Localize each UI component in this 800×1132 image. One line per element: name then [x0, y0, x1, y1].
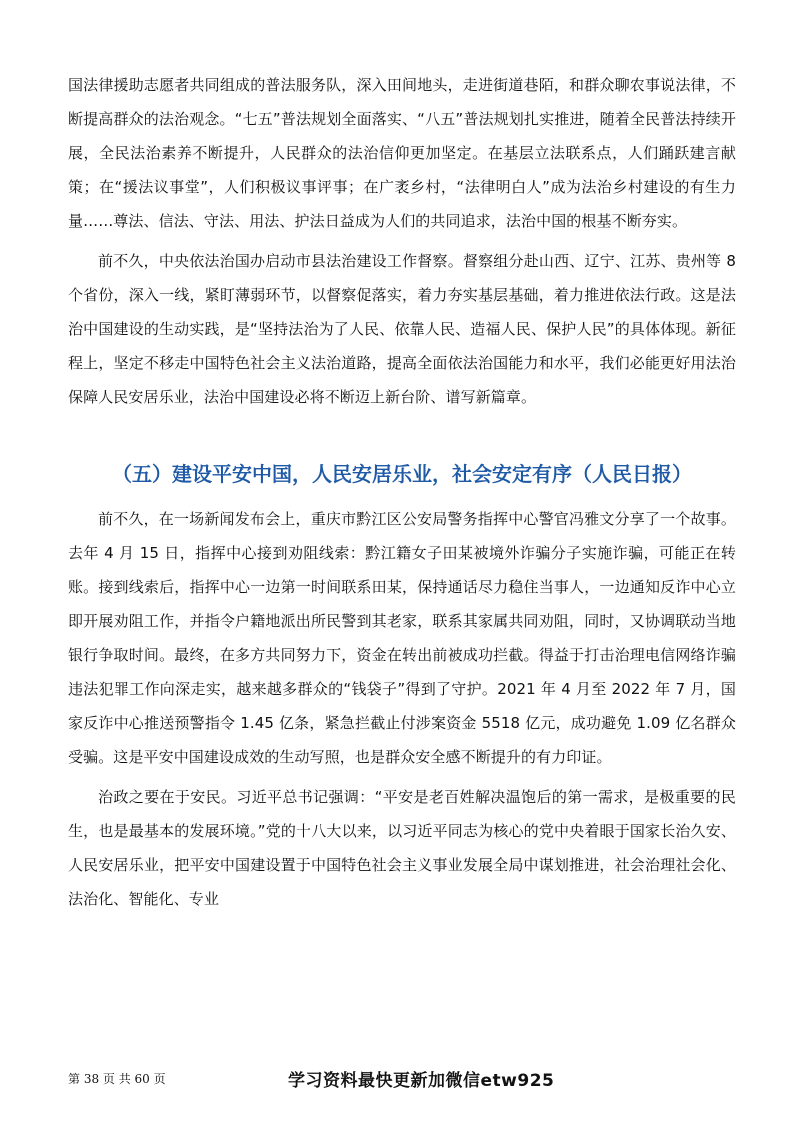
page-content [68, 68, 736, 916]
section-heading: （五）建设平安中国，人民安居乐业，社会安定有序（人民日报） [112, 462, 692, 486]
paragraph-story: 前不久，在一场新闻发布会上，重庆市黔江区公安局警务指挥中心警官冯雅文分享了一个故事。去年 4 月 15 日，指挥中心接到劝阻线索：黔江籍女子田某被境外诈骗分子实施诈骗，可能正在转账。接到线索后，指挥中心一边第一时间联系田某，保持通话尽力稳住当事人，一边通知反诈中心立即开展劝阻工作，并指令户籍地派出所民警到其老家，联系其家属共同劝阻，同时，又协调联动当地银行争取时间。最终，在多方共同努力下，资金在转出前被成功拦截。得益于打击治理电信网络诈骗违法犯罪工作向深走实，越来越多群众的“钱袋子”得到了守护。2021 年 4 月至 2022 年 7 月，国家反诈中心推送预警指令 1.45 亿条，紧急拦截止付涉案资金 5518 亿元，成功避免 1.09 亿名群众受骗。这是平安中国建设成效的生动写照，也是群众安全感不断提升的有力印证。 [68, 510, 736, 766]
paragraph-continuation: 国法律援助志愿者共同组成的普法服务队，深入田间地头，走进街道巷陌，和群众聊农事说法律，不断提高群众的法治观念。“七五”普法规划全面落实、“八五”普法规划扎实推进，随着全民普法持续开展，全民法治素养不断提升，人民群众的法治信仰更加坚定。在基层立法联系点，人们踊跃建言献策；在“援法议事堂”，人们积极议事评事；在广袤乡村，“法律明白人”成为法治乡村建设的有生力量……尊法、信法、守法、用法、护法日益成为人们的共同追求，法治中国的根基不断夯实。 [68, 76, 736, 230]
paragraph-supervision: 前不久，中央依法治国办启动市县法治建设工作督察。督察组分赴山西、辽宁、江苏、贵州等 8 个省份，深入一线，紧盯薄弱环节，以督察促落实，着力夯实基层基础，着力推进依法行政。这是法治中国建设的生动实践，是“坚持法治为了人民、依靠人民、造福人民、保护人民”的具体体现。新征程上，坚定不移走中国特色社会主义法治道路，提高全面依法治国能力和水平，我们必能更好用法治保障人民安居乐业，法治中国建设必将不断迈上新台阶、谱写新篇章。 [68, 252, 736, 406]
paragraph-governance: 治政之要在于安民。习近平总书记强调：“平安是老百姓解决温饱后的第一需求，是极重要的民生，也是最基本的发展环境。”党的十八大以来，以习近平同志为核心的党中央着眼于国家长治久安、人民安居乐业，把平安中国建设置于中国特色社会主义事业发展全局中谋划推进，社会治理社会化、法治化、智能化、专业 [68, 788, 736, 908]
footer-note: 学习资料最快更新加微信etw925 [288, 1071, 555, 1091]
page-number: 第 38 页 共 60 页 [68, 1072, 166, 1086]
